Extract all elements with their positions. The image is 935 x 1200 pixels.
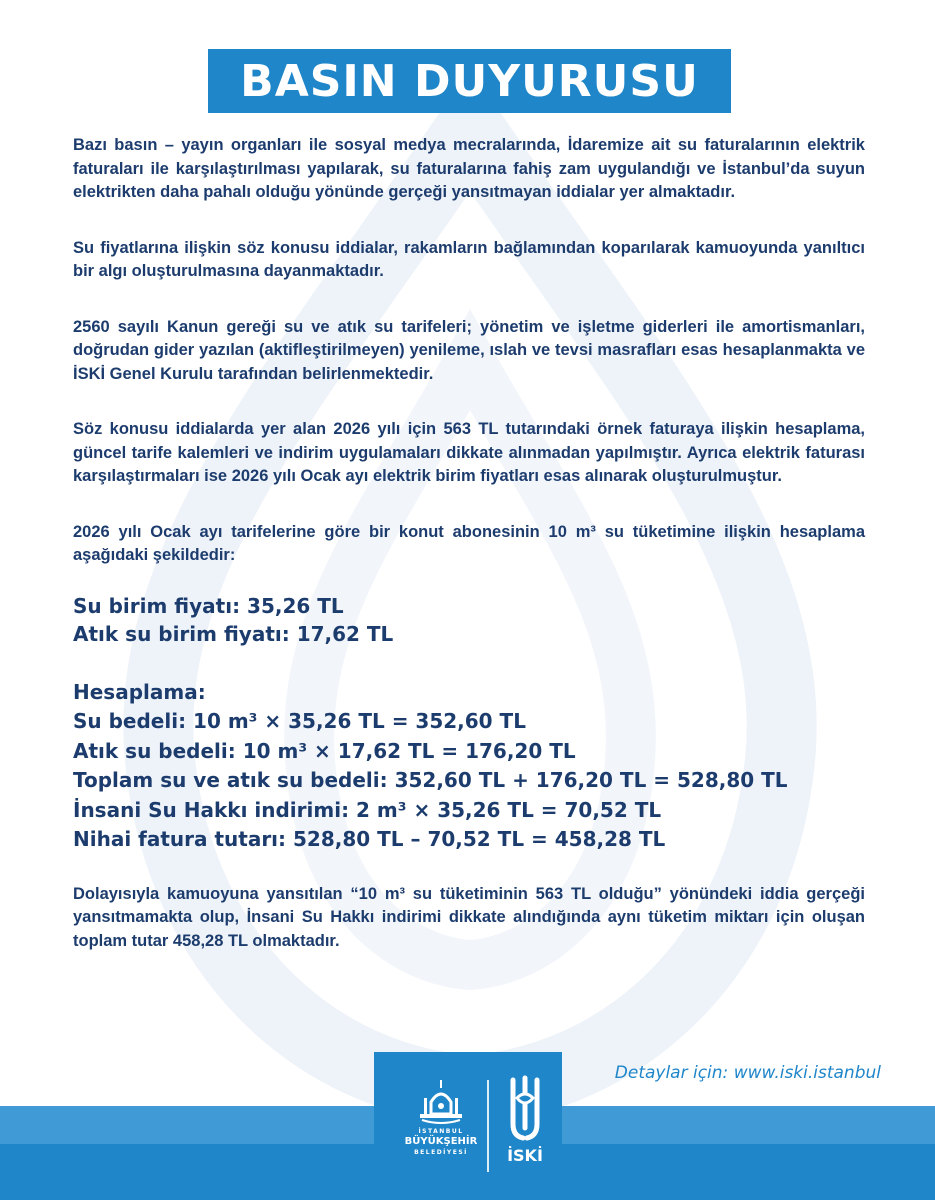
calculation-block: [73, 678, 865, 855]
paragraph-1: Bazı basın – yayın organları ile sosyal medya mecralarında, İdaremize ait su faturalarının elektrik faturaları ile karşılaştırılması yapılarak, su faturalarına fahiş zam uygulandığı ve İstanbul’da suyun elektrikten daha pahalı olduğu yönünde gerçeği yansıtmayan iddialar yer almaktadır.: [73, 136, 865, 201]
page-title: BASIN DUYURUSU: [240, 55, 699, 107]
calculation-line-wastewater: Atık su bedeli: 10 m³ × 17,62 TL = 176,20 TL: [73, 738, 576, 763]
paragraph-5: 2026 yılı Ocak ayı tarifelerine göre bir konut abonesinin 10 m³ su tüketimine ilişkin hesaplama aşağıdaki şekildedir:: [73, 522, 865, 564]
paragraph-2: Su fiyatlarına ilişkin söz konusu iddialar, rakamların bağlamından koparılarak kamuoyunda yanıltıcı bir algı oluşturulmasına dayanmaktadır.: [73, 238, 865, 280]
paragraph-4: Söz konusu iddialarda yer alan 2026 yılı için 563 TL tutarındaki örnek faturaya ilişkin hesaplama, güncel tarife kalemleri ve indirim uygulamaları dikkate alınmadan yapılmıştır. Ayrıca elektrik faturası karşılaştırmaları ise 2026 yılı Ocak ayı elektrik birim fiyatları esas alınarak oluşturulmuştur.: [73, 420, 865, 485]
calculation-line-water: Su bedeli: 10 m³ × 35,26 TL = 352,60 TL: [73, 709, 526, 733]
ibb-logo-line3: BELEDİYESİ: [414, 1149, 468, 1156]
logo-divider: [487, 1080, 489, 1172]
details-link[interactable]: Detaylar için: www.iski.istanbul: [614, 1063, 881, 1083]
ibb-logo-line2: BÜYÜKŞEHİR: [404, 1136, 478, 1147]
wastewater-unit-price: Atık su birim fiyatı: 17,62 TL: [73, 621, 394, 646]
calculation-line-total: Toplam su ve atık su bedeli: 352,60 TL + 176,20 TL = 528,80 TL: [73, 768, 788, 792]
iski-logo: [500, 1074, 550, 1178]
ibb-logo: [396, 1076, 486, 1176]
unit-prices: [73, 592, 865, 648]
ibb-logo-line1: İSTANBUL: [418, 1128, 464, 1135]
iski-logo-text: İSKİ: [507, 1146, 543, 1165]
ibb-emblem-icon: [416, 1076, 466, 1126]
calculation-heading: Hesaplama:: [73, 679, 206, 704]
calculation-line-discount: İnsani Su Hakkı indirimi: 2 m³ × 35,26 TL = 70,52 TL: [73, 797, 662, 822]
iski-mark-icon: [505, 1074, 545, 1144]
press-release-body: [73, 134, 865, 953]
title-banner: [208, 49, 731, 113]
calculation-line-final: Nihai fatura tutarı: 528,80 TL – 70,52 TL = 458,28 TL: [73, 827, 666, 851]
water-unit-price: Su birim fiyatı: 35,26 TL: [73, 593, 344, 618]
paragraph-3: 2560 sayılı Kanun gereği su ve atık su tarifeleri; yönetim ve işletme giderleri ile amortismanları, doğrudan gider yazılan (aktifleştirilmeyen) yenileme, ıslah ve tevsi masrafları esas hesaplanmakta ve İSKİ Genel Kurulu tarafından belirlenmektedir.: [73, 317, 865, 383]
logo-box: [374, 1052, 562, 1200]
conclusion-paragraph: Dolayısıyla kamuoyuna yansıtılan “10 m³ su tüketiminin 563 TL olduğu” yönündeki iddia gerçeği yansıtmamakta olup, İnsani Su Hakkı indirimi dikkate alındığında aynı tüketim miktarı için oluşan toplam tutar 458,28 TL olmaktadır.: [73, 884, 865, 950]
